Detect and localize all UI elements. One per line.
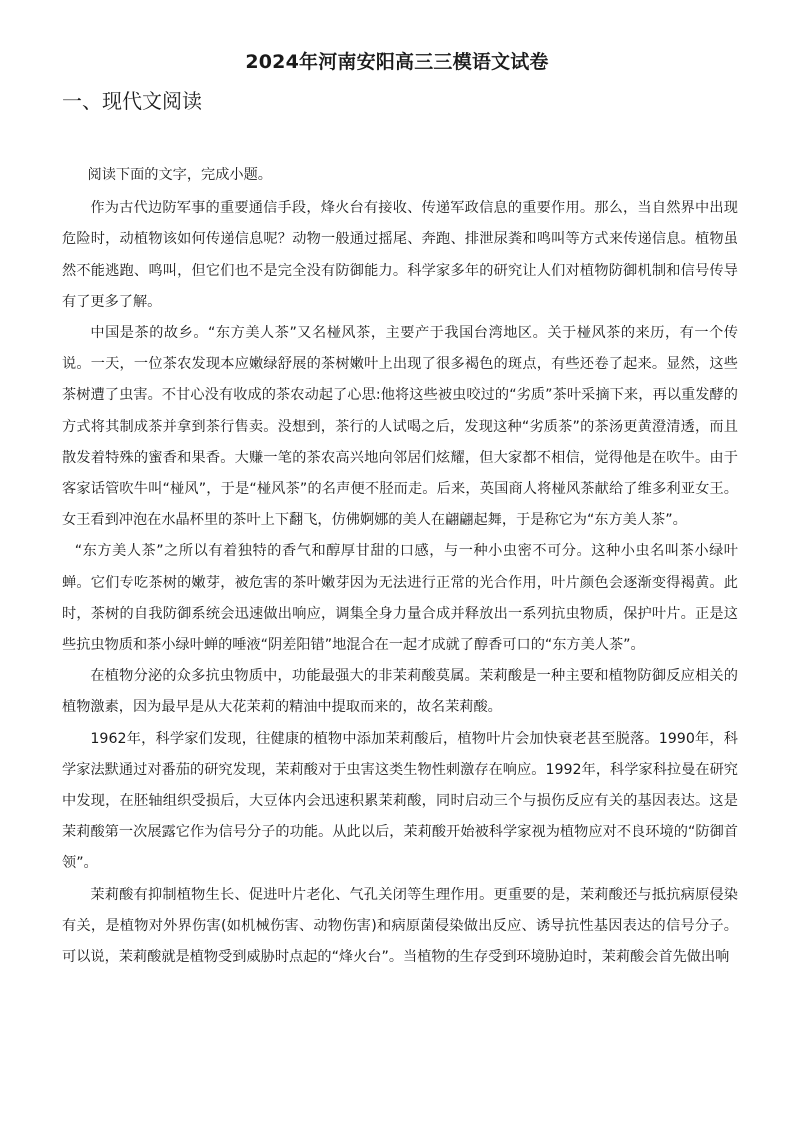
passage-paragraph-6: 茉莉酸有抑制植物生长、促进叶片老化、气孔关闭等生理作用。更重要的是，茉莉酸还与抵抗病原侵染有关，是植物对外界伤害(如机械伤害、动物伤害)和病原菌侵染做出反应、诱导抗性基因表达的信号分子。可以说，茉莉酸就是植物受到威胁时点起的“烽火台”。当植物的生存受到环境胁迫时，茉莉酸会首先做出响 xyxy=(62,886,738,966)
reading-instruction: 阅读下面的文字，完成小题。 xyxy=(87,167,272,183)
passage-paragraph-5: 1962年，科学家们发现，往健康的植物中添加茉莉酸后，植物叶片会加快衰老甚至脱落。1990年，科学家法默通过对番茄的研究发现，茉莉酸对于虫害这类生物性刺激存在响应。1992年，科学家科拉曼在研究中发现，在胚轴组织受损后，大豆体内会迅速积累茉莉酸，同时启动三个与损伤反应有关的基因表达。这是茉莉酸第一次展露它作为信号分子的功能。从此以后，茉莉酸开始被科学家视为植物应对不良环境的“防御首领”。 xyxy=(62,730,738,872)
section-heading: 一、现代文阅读 xyxy=(62,89,202,113)
reading-passage xyxy=(62,160,738,973)
passage-paragraph-2: 中国是茶的故乡。“东方美人茶”又名椪风茶，主要产于我国台湾地区。关于椪风茶的来历，有一个传说。一天，一位茶农发现本应嫩绿舒展的茶树嫩叶上出现了很多褐色的斑点，有些还卷了起来。显然，这些茶树遭了虫害。不甘心没有收成的茶农动起了心思:他将这些被虫咬过的“劣质”茶叶采摘下来，再以重发酵的方式将其制成茶并拿到茶行售卖。没想到，茶行的人试喝之后，发现这种“劣质茶”的茶汤更黄澄清透，而且散发着特殊的蜜香和果香。大赚一笔的茶农高兴地向邻居们炫耀，但大家都不相信，觉得他是在吹牛。由于客家话管吹牛叫“椪风”，于是“椪风茶”的名声便不胫而走。后来，英国商人将椪风茶献给了维多利亚女王。女王看到冲泡在水晶杯里的茶叶上下翻飞，仿佛婀娜的美人在翩翩起舞，于是称它为“东方美人茶”。 xyxy=(62,325,738,529)
passage-paragraph-1: 作为古代边防军事的重要通信手段，烽火台有接收、传递军政信息的重要作用。那么，当自然界中出现危险时，动植物该如何传递信息呢？动物一般通过摇尾、奔跑、排泄尿粪和鸣叫等方式来传递信息。植物虽然不能逃跑、鸣叫，但它们也不是完全没有防御能力。科学家多年的研究让人们对植物防御机制和信号传导有了更多了解。 xyxy=(62,200,738,310)
passage-paragraph-3: “东方美人茶”之所以有着独特的香气和醇厚甘甜的口感，与一种小虫密不可分。这种小虫名叫茶小绿叶蝉。它们专吃茶树的嫩芽，被危害的茶叶嫩芽因为无法进行正常的光合作用，叶片颜色会逐渐变得褐黄。此时，茶树的自我防御系统会迅速做出响应，调集全身力量合成并释放出一系列抗虫物质，保护叶片。正是这些抗虫物质和茶小绿叶蝉的唾液“阴差阳错”地混合在一起才成就了醇香可口的“东方美人茶”。 xyxy=(62,543,738,654)
passage-paragraph-4: 在植物分泌的众多抗虫物质中，功能最强大的非茉莉酸莫属。茉莉酸是一种主要和植物防御反应相关的植物激素，因为最早是从大花茉莉的精油中提取而来的，故名茉莉酸。 xyxy=(62,668,738,716)
document-title: 2024年河南安阳高三三模语文试卷 xyxy=(245,51,549,73)
